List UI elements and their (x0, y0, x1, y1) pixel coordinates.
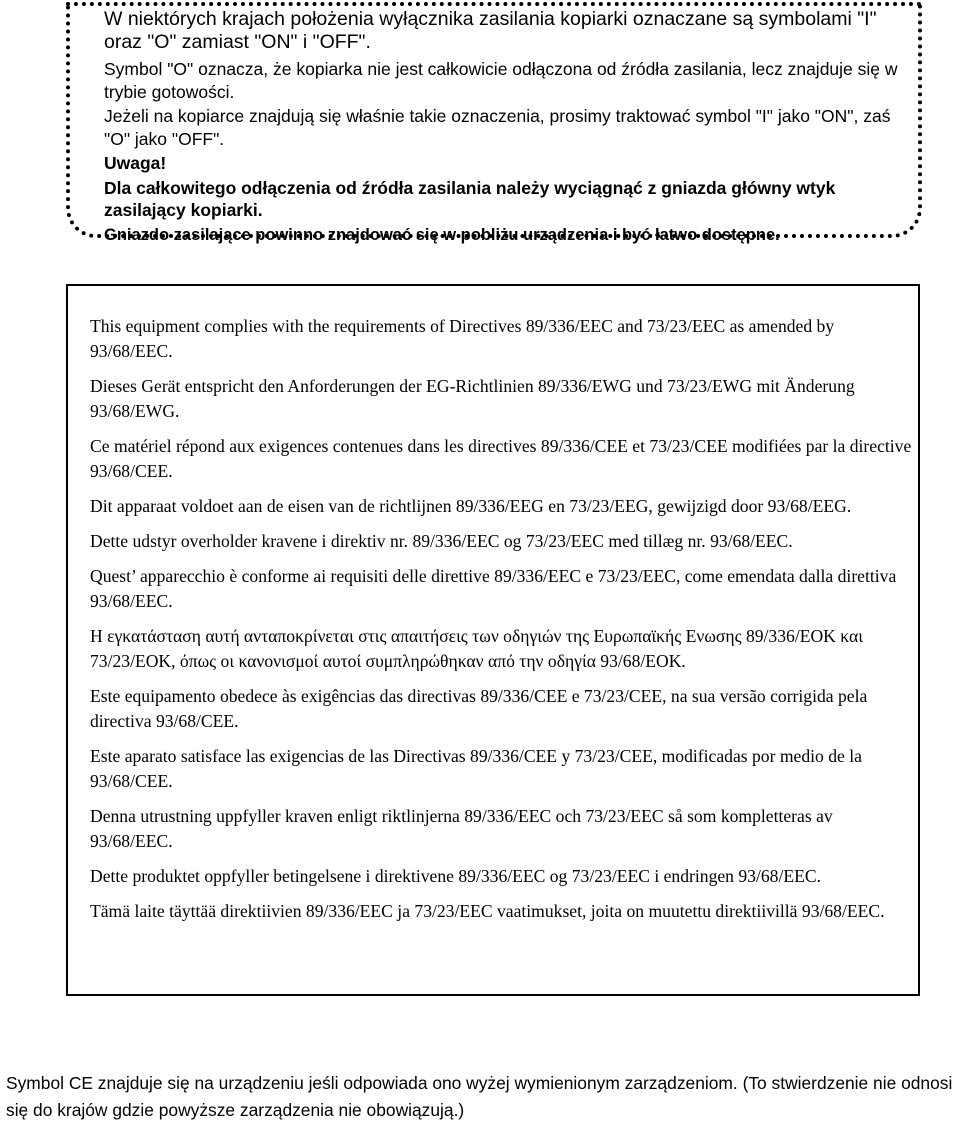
notice-paragraph-interpretation: Jeżeli na kopiarce znajdują się właśnie takie oznaczenia, prosimy traktować symbol "I" jako "ON", zaś "O" jako "OFF". (104, 106, 891, 149)
ce-footer-note: Symbol CE znajduje się na urządzeniu jeśli odpowiada ono wyżej wymienionym zarządzeniom. (To stwierdzenie nie odnosi się do krajów gdzie powyższe zarządzenia nie obowiązują.) (6, 1073, 953, 1120)
directive-el: Η εγκατάσταση αυτή ανταποκρίνεται στις απαιτήσεις των οδηγιών της Ευρωπαϊκής Ενωσης 89/336/ΕΟΚ και 73/23/ΕΟΚ, όπως οι κανονισμοί αυτοί συμπληρώθηκαν από την οδηγία 93/68/ΕΟΚ. (90, 626, 863, 671)
directive-fr: Ce matériel répond aux exigences contenues dans les directives 89/336/CEE et 73/23/CEE modifiées par la directive 93/68/CEE. (90, 436, 912, 481)
directive-it: Quest’ apparecchio è conforme ai requisiti delle direttive 89/336/EEC e 73/23/EEC, come emendata dalla direttiva 93/68/EEC. (90, 566, 897, 611)
socket-note: Gniazdo zasilające powinno znajdować się w pobliżu urządzenia i być łatwo dostępne. (104, 225, 780, 244)
directive-fi: Tämä laite täyttää direktiivien 89/336/EEC ja 73/23/EEC vaatimukset, joita on muutettu direktiivillä 93/68/EEC. (90, 901, 885, 921)
directive-nl: Dit apparaat voldoet aan de eisen van de richtlijnen 89/336/EEG en 73/23/EEG, gewijzigd door 93/68/EEG. (90, 496, 852, 516)
warning-text: Dla całkowitego odłączenia od źródła zasilania należy wyciągnąć z gniazda główny wtyk zasilający kopiarki. (104, 177, 836, 220)
directive-no: Dette produktet oppfyller betingelsene i direktivene 89/336/EEC og 73/23/EEC i endringen 93/68/EEC. (90, 866, 821, 886)
directive-en: This equipment complies with the requirements of Directives 89/336/EEC and 73/23/EEC as amended by 93/68/EEC. (90, 316, 835, 361)
polish-notice (104, 8, 914, 248)
directive-da: Dette udstyr overholder kravene i direktiv nr. 89/336/EEC og 73/23/EEC med tillæg nr. 93/68/EEC. (90, 531, 793, 551)
directives-list (90, 314, 912, 934)
directive-es: Este aparato satisface las exigencias de las Directivas 89/336/CEE y 73/23/CEE, modificadas por medio de la 93/68/CEE. (90, 746, 862, 791)
warning-title: Uwaga! (104, 153, 167, 173)
directive-sv: Denna utrustning uppfyller kraven enligt riktlinjerna 89/336/EEC och 73/23/EEC så som kompletteras av 93/68/EEC. (90, 806, 833, 851)
notice-paragraph-standby: Symbol "O" oznacza, że kopiarka nie jest całkowicie odłączona od źródła zasilania, lecz znajduje się w trybie gotowości. (104, 59, 898, 102)
directive-de: Dieses Gerät entspricht den Anforderungen der EG-Richtlinien 89/336/EWG und 73/23/EWG mit Änderung 93/68/EWG. (90, 376, 855, 421)
directive-pt: Este equipamento obedece às exigências das directivas 89/336/CEE e 73/23/CEE, na sua versão corrigida pela directiva 93/68/CEE. (90, 686, 868, 731)
notice-paragraph-symbols: W niektórych krajach położenia wyłącznika zasilania kopiarki oznaczane są symbolami "I" oraz "O" zamiast "ON" i "OFF". (104, 8, 877, 53)
